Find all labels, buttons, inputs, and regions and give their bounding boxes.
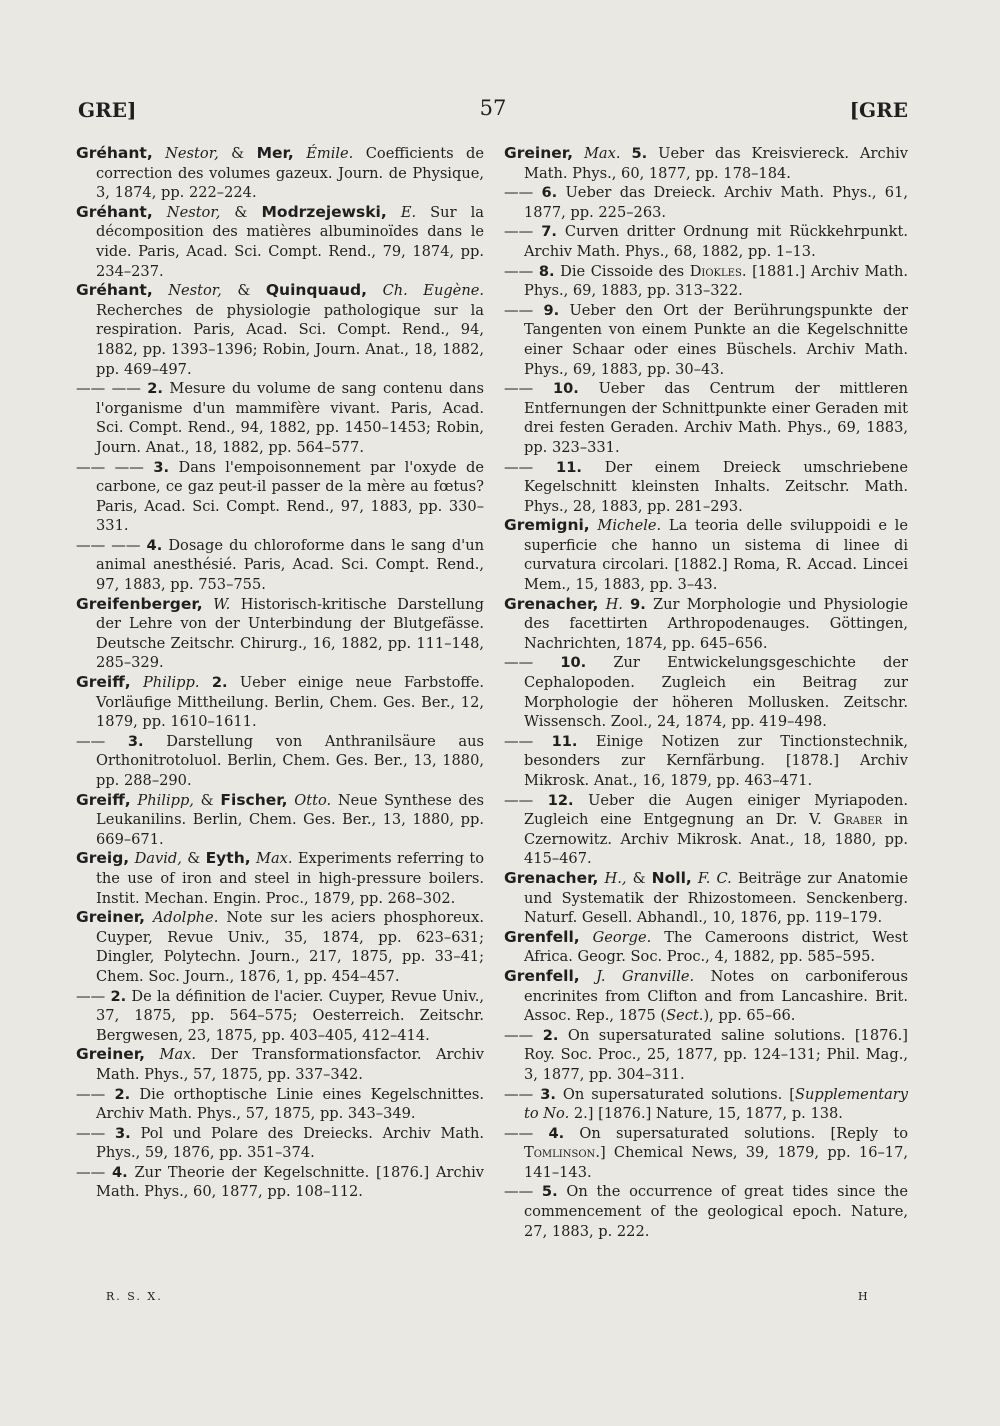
bibliography-entry: —— 12. Ueber die Augen einiger Myriapoden. Zugleich eine Entgegnung an Dr. V. Graber in Czernowitz. Archiv Mikrosk. Anat., 18, 1880, pp. 415–467. bbox=[504, 791, 908, 868]
bibliography-entry: Greig, David, & Eyth, Max. Experiments referring to the use of iron and steel in high-pressure boilers. Instit. Mechan. Engin. Proc., 1879, pp. 268–302. bbox=[76, 849, 485, 907]
footer-signature-letter: H bbox=[858, 1290, 870, 1303]
bibliography-entry: —— 11. Einige Notizen zur Tinctionstechnik, besonders zur Kernfärbung. [1878.] Archiv Mikrosk. Anat., 16, 1879, pp. 463–471. bbox=[504, 732, 908, 789]
bibliography-entry: Greiner, Max. Der Transformationsfactor. Archiv Math. Phys., 57, 1875, pp. 337–342. bbox=[76, 1045, 484, 1083]
bibliography-entry: —— 5. On the occurrence of great tides since the commencement of the geological epoch. Nature, 27, 1883, p. 222. bbox=[504, 1183, 908, 1240]
bibliography-entry: Grenacher, H., & Noll, F. C. Beiträge zur Anatomie und Systematik der Rhizostomeen. Senckenberg. Naturf. Gesell. Abhandl., 10, 1876, pp. 119–179. bbox=[504, 868, 909, 927]
bibliography-entry: Gréhant, Nestor, & Quinquaud, Ch. Eugène. Recherches de physiologie pathologique sur la respiration. Paris, Acad. Sci. Compt. Rend., 94, 1882, pp. 1393–1396; Robin, Journ. Anat., 18, 1882, pp. 469–497. bbox=[76, 281, 484, 378]
bibliography-entry: —— 3. On supersaturated solutions. [Supplementary to No. 2.] [1876.] Nature, 15, 1877, p. 138. bbox=[504, 1085, 908, 1123]
bibliography-entry: —— 2. De la définition de l'acier. Cuyper, Revue Univ., 37, 1875, pp. 564–575; Oesterreich. Zeitschr. Bergwesen, 23, 1875, pp. 403–405, 412–414. bbox=[76, 987, 484, 1044]
footer-signature: R. S. X. bbox=[106, 1290, 163, 1303]
bibliography-entry: Greifenberger, W. Historisch-kritische Darstellung der Lehre von der Unterbindung der Blutgefässe. Deutsche Zeitschr. Chirurg., 16, 1882, pp. 111–148, 285–329. bbox=[76, 594, 485, 672]
page-header bbox=[78, 98, 908, 132]
bibliography-entry: —— —— 2. Mesure du volume de sang contenu dans l'organisme d'un mammifère vivant. Paris, Acad. Sci. Compt. Rend., 94, 1882, pp. 1450–1453; Robin, Journ. Anat., 18, 1882, pp. 564–577. bbox=[76, 380, 484, 456]
left-column bbox=[76, 144, 484, 1202]
bibliography-entry: —— —— 3. Dans l'empoisonnement par l'oxyde de carbone, ce gaz peut-il passer de la mère au fœtus? Paris, Acad. Sci. Compt. Rend., 97, 1883, pp. 330–331. bbox=[76, 458, 484, 535]
bibliography-entry: —— 11. Der einem Dreieck umschriebene Kegelschnitt kleinsten Inhalts. Zeitschr. Math. Phys., 28, 1883, pp. 281–293. bbox=[504, 458, 909, 515]
page-number: 57 bbox=[479, 96, 507, 120]
bibliography-entry: Grenfell, J. Granville. Notes on carboniferous encrinites from Clifton and from Lancashire. Brit. Assoc. Rep., 1875 (Sect.), pp. 65–66. bbox=[504, 966, 908, 1025]
bibliography-entry: —— 10. Ueber das Centrum der mittleren Entfernungen der Schnittpunkte einer Geraden mit drei festen Geraden. Archiv Math. Phys., 69, 1883, pp. 323–331. bbox=[504, 380, 909, 456]
bibliography-entry: Grenfell, George. The Cameroons district, West Africa. Geogr. Soc. Proc., 4, 1882, pp. 585–595. bbox=[504, 927, 908, 966]
bibliography-entry: Gremigni, Michele. La teoria delle sviluppoidi e le superficie che hanno un sistema di linee di curvatura circolari. [1882.] Roma, R. Accad. Lincei Mem., 15, 1883, pp. 3–43. bbox=[504, 516, 908, 594]
bibliography-entry: —— 3. Darstellung von Anthranilsäure aus Orthonitrotoluol. Berlin, Chem. Ges. Ber., 13, 1880, pp. 288–290. bbox=[76, 732, 484, 789]
bibliography-entry: —— 6. Ueber das Dreieck. Archiv Math. Phys., 61, 1877, pp. 225–263. bbox=[504, 184, 909, 221]
bibliography-entry: —— 2. Die orthoptische Linie eines Kegelschnittes. Archiv Math. Phys., 57, 1875, pp. 343–349. bbox=[76, 1085, 485, 1123]
bibliography-entry: —— 7. Curven dritter Ordnung mit Rückkehrpunkt. Archiv Math. Phys., 68, 1882, pp. 1–13. bbox=[504, 223, 909, 260]
bibliography-entry: Gréhant, Nestor, & Modrzejewski, E. Sur la décomposition des matières albuminoïdes dans le vide. Paris, Acad. Sci. Compt. Rend., 79, 1874, pp. 234–237. bbox=[76, 202, 484, 280]
bibliography-entry: —— —— 4. Dosage du chloroforme dans le sang d'un animal anesthésié. Paris, Acad. Sci. Compt. Rend., 97, 1883, pp. 753–755. bbox=[76, 536, 484, 594]
bibliography-entry: —— 4. On supersaturated solutions. [Reply to Tomlinson.] Chemical News, 39, 1879, pp. 16–17, 141–143. bbox=[504, 1124, 909, 1181]
bibliography-entry: —— 10. Zur Entwickelungsgeschichte der Cephalopoden. Zugleich ein Beitrag zur Morphologie der höheren Mollusken. Zeitschr. Wissensch. Zool., 24, 1874, pp. 419–498. bbox=[504, 654, 908, 731]
running-head-right: [GRE bbox=[849, 98, 908, 122]
running-head-left: GRE] bbox=[78, 98, 137, 122]
bibliography-entry: Greiff, Philipp, & Fischer, Otto. Neue Synthese des Leukanilins. Berlin, Chem. Ges. Ber., 13, 1880, pp. 669–671. bbox=[76, 790, 484, 848]
bibliography-entry: —— 9. Ueber den Ort der Berührungspunkte der Tangenten von einem Punkte an die Kegelschnitte einer Schaar oder eines Büschels. Archiv Math. Phys., 69, 1883, pp. 30–43. bbox=[504, 301, 909, 378]
bibliography-entry: —— 3. Pol und Polare des Dreiecks. Archiv Math. Phys., 59, 1876, pp. 351–374. bbox=[76, 1124, 484, 1162]
bibliography-entry: Gréhant, Nestor, & Mer, Émile. Coefficients de correction des volumes gazeux. Journ. de Physique, 3, 1874, pp. 222–224. bbox=[76, 144, 484, 202]
bibliography-entry: Greiff, Philipp. 2. Ueber einige neue Farbstoffe. Vorläufige Mittheilung. Berlin, Chem. Ges. Ber., 12, 1879, pp. 1610–1611. bbox=[76, 673, 484, 731]
bibliography-entry: Grenacher, H. 9. Zur Morphologie und Physiologie des facettirten Arthropodenauges. Göttingen, Nachrichten, 1874, pp. 645–656. bbox=[504, 594, 909, 652]
bibliography-entry: Greiner, Adolphe. Note sur les aciers phosphoreux. Cuyper, Revue Univ., 35, 1874, pp. 623–631; Dingler, Polytechn. Journ., 217, 1875, pp. 33–41; Chem. Soc. Journ., 1876, 1, pp. 454–457. bbox=[76, 908, 485, 985]
bibliography-entry: —— 8. Die Cissoide des Diokles. [1881.] Archiv Math. Phys., 69, 1883, pp. 313–322. bbox=[504, 262, 908, 300]
bibliography-entry: —— 4. Zur Theorie der Kegelschnitte. [1876.] Archiv Math. Phys., 60, 1877, pp. 108–112. bbox=[76, 1163, 485, 1201]
bibliography-entry: Greiner, Max. 5. Ueber das Kreisviereck. Archiv Math. Phys., 60, 1877, pp. 178–184. bbox=[504, 144, 909, 182]
right-column bbox=[504, 144, 908, 1241]
bibliography-entry: —— 2. On supersaturated saline solutions. [1876.] Roy. Soc. Proc., 25, 1877, pp. 124–131; Phil. Mag., 3, 1877, pp. 304–311. bbox=[504, 1026, 909, 1083]
